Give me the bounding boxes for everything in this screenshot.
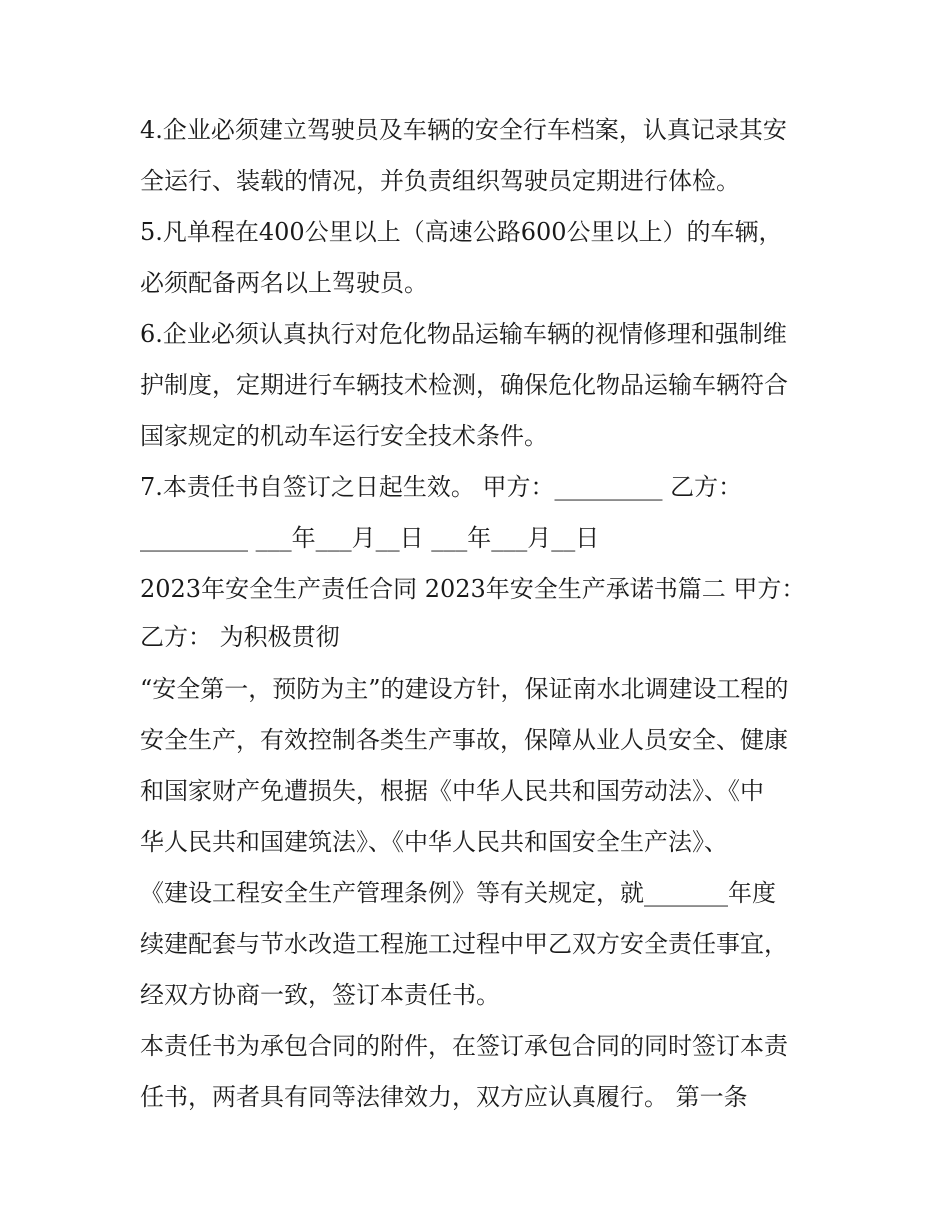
text-line: 国家规定的机动车运行安全技术条件。 xyxy=(140,422,548,450)
text-line: 护制度，定期进行车辆技术检测，确保危化物品运输车辆符合 xyxy=(140,371,788,399)
text-line: 5.凡单程在400公里以上（高速公路600公里以上）的车辆， xyxy=(140,218,783,246)
text-line: 7.本责任书自签订之日起生效。 甲方：_________ 乙方： xyxy=(140,473,743,501)
text-line: 《建设工程安全生产管理条例》等有关规定，就_______年度 xyxy=(140,879,776,907)
text-line: 安全生产，有效控制各类生产事故，保障从业人员安全、健康 xyxy=(140,726,788,754)
text-line: 全运行、装载的情况，并负责组织驾驶员定期进行体检。 xyxy=(140,167,740,195)
text-line: _________ ___年___月__日 ___年___月__日 xyxy=(140,524,600,552)
text-line: 华人民共和国建筑法》、《中华人民共和国安全生产法》、 xyxy=(140,828,728,856)
text-line: 经双方协商一致，签订本责任书。 xyxy=(140,981,500,1009)
text-line: 续建配套与节水改造工程施工过程中甲乙双方安全责任事宜， xyxy=(140,930,788,958)
text-line: “安全第一，预防为主”的建设方针，保证南水北调建设工程的 xyxy=(140,675,789,703)
text-line: 任书，两者具有同等法律效力，双方应认真履行。 第一条 xyxy=(140,1083,748,1111)
text-line: 乙方： 为积极贯彻 xyxy=(140,623,340,651)
text-line: 本责任书为承包合同的附件，在签订承包合同的同时签订本责 xyxy=(140,1032,788,1060)
text-line: 4.企业必须建立驾驶员及车辆的安全行车档案，认真记录其安 xyxy=(140,116,787,144)
text-line: 必须配备两名以上驾驶员。 xyxy=(140,269,428,297)
text-line: 2023年安全生产责任合同 2023年安全生产承诺书篇二 甲方： xyxy=(140,575,806,603)
text-line: 6.企业必须认真执行对危化物品运输车辆的视情修理和强制维 xyxy=(140,320,787,348)
text-line: 和国家财产免遭损失，根据《中华人民共和国劳动法》、《中 xyxy=(140,777,764,805)
